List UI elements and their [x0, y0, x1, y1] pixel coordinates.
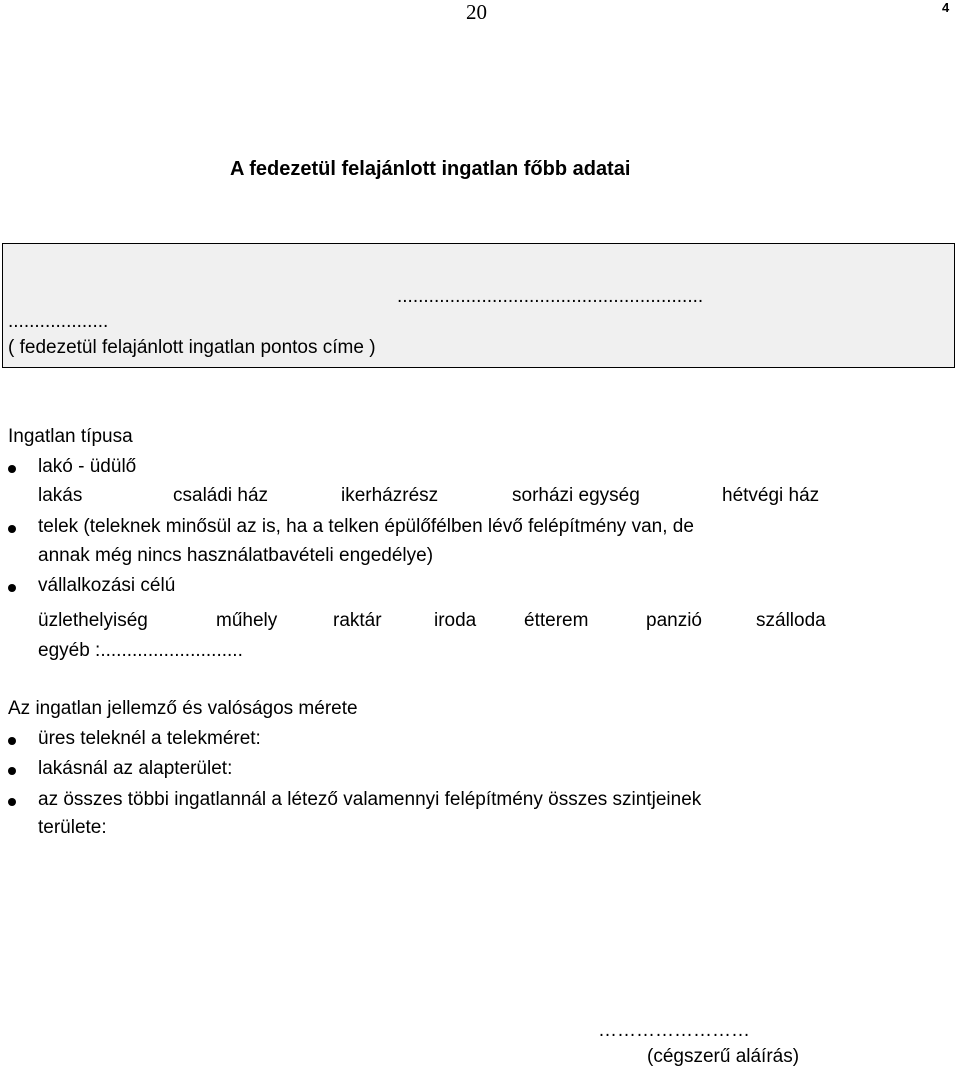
size-item-other-cont: területe: [38, 817, 107, 838]
bullet-icon [8, 525, 16, 533]
size-item-flat: lakásnál az alapterület: [38, 758, 233, 779]
size-item-other: az összes többi ingatlannál a létező valamennyi felépítmény összes szintjeinek [38, 789, 702, 810]
address-caption: ( fedezetül felajánlott ingatlan pontos címe ) [8, 337, 376, 358]
bullet-icon [8, 737, 16, 745]
option-sorhazi-egyseg: sorházi egység [512, 485, 640, 506]
option-iroda: iroda [434, 610, 477, 631]
page-number: 20 [466, 0, 487, 24]
bullet-icon [8, 767, 16, 775]
option-lakas: lakás [38, 485, 83, 506]
signature-label: (cégszerű aláírás) [647, 1046, 800, 1067]
property-type-heading: Ingatlan típusa [8, 426, 133, 447]
address-dots-line-1: .......................................................... [397, 286, 704, 307]
option-szalloda: szálloda [756, 610, 826, 631]
option-csaladi-haz: családi ház [173, 485, 269, 506]
option-panzio: panzió [646, 610, 702, 631]
option-hetvegi-haz: hétvégi ház [722, 485, 820, 506]
option-raktar: raktár [333, 610, 382, 631]
signature-dots: …………………… [598, 1020, 750, 1041]
page-title: A fedezetül felajánlott ingatlan főbb adatai [230, 158, 631, 180]
size-heading: Az ingatlan jellemző és valóságos mérete [8, 698, 358, 719]
bullet-icon [8, 798, 16, 806]
size-item-plot: üres teleknél a telekméret: [38, 728, 261, 749]
address-dots-line-2: ................... [8, 311, 109, 332]
option-ikerhazresz: ikerházrész [341, 485, 439, 506]
plot-line-1: telek (teleknek minősül az is, ha a telken épülőfélben lévő felépítmény van, de [38, 516, 694, 537]
section-number: 4 [942, 0, 950, 15]
residential-label: lakó - üdülő [38, 456, 137, 477]
plot-line-2: annak még nincs használatbavételi engedélye) [38, 545, 434, 566]
business-label: vállalkozási célú [38, 575, 176, 596]
business-other: egyéb :........................... [38, 640, 243, 661]
bullet-icon [8, 584, 16, 592]
bullet-icon [8, 465, 16, 473]
option-etterem: étterem [524, 610, 589, 631]
option-muhely: műhely [216, 610, 278, 631]
option-uzlethelyiseg: üzlethelyiség [38, 610, 148, 631]
